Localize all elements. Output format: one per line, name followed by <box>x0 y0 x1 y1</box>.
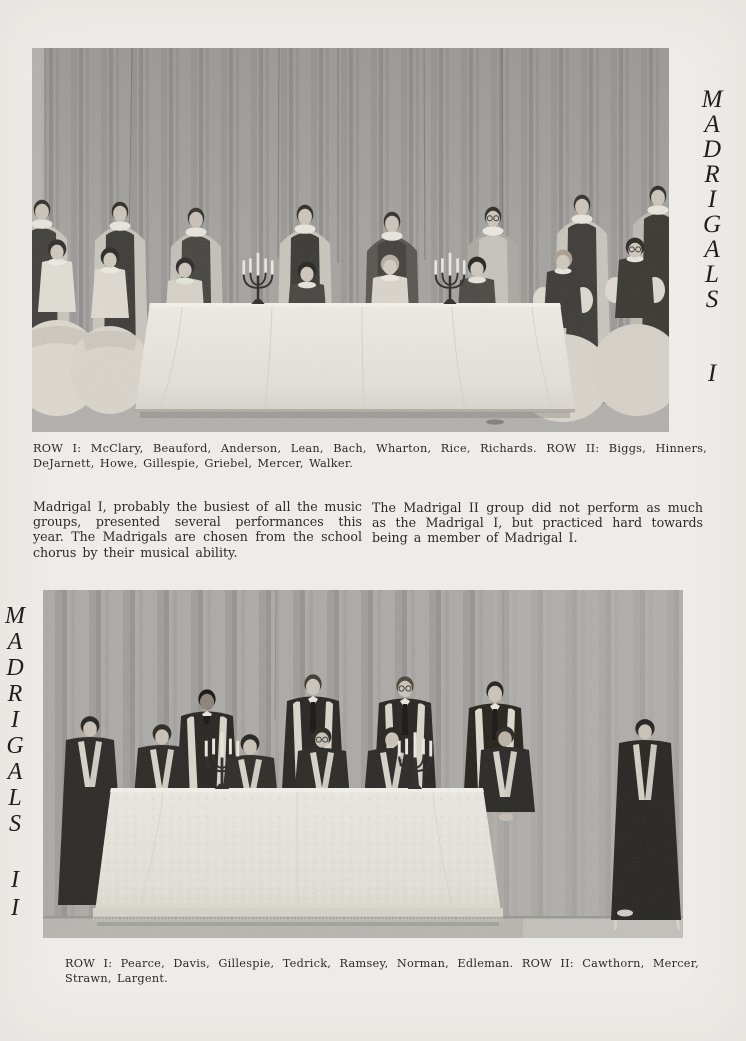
film-grain <box>32 48 669 432</box>
madrigals-i-title-numeral: I <box>707 360 717 387</box>
madrigals-i-photo <box>32 48 669 432</box>
madrigals-ii-photo-art <box>43 590 683 938</box>
madrigals-i-title-word: M A D R I G A L S <box>701 86 723 313</box>
film-grain <box>43 590 683 938</box>
madrigals-i-caption: ROW I: McClary, Beauford, Anderson, Lean, Bach, Wharton, Rice, Richards. ROW II: Biggs, Hinners, DeJarnett, Howe, Gillespie, Griebel, Mercer, Walker. <box>33 442 707 470</box>
madrigal-i-paragraph: Madrigal I, probably the busiest of all the music groups, presented several performances this year. The Madrigals are chosen from the school chorus by their musical ability. <box>33 499 362 560</box>
madrigal-ii-paragraph: The Madrigal II group did not perform as much as the Madrigal I, but practiced hard towards being a member of Madrigal I. <box>372 500 703 546</box>
madrigals-ii-title-numeral: I I <box>11 867 19 921</box>
madrigals-i-photo-art <box>32 48 669 432</box>
madrigals-i-sidebar-title <box>696 87 728 386</box>
madrigals-ii-sidebar-title <box>0 603 30 922</box>
madrigals-ii-caption: ROW I: Pearce, Davis, Gillespie, Tedrick, Ramsey, Norman, Edleman. ROW II: Cawthorn, Mercer, Strawn, Largent. <box>65 957 699 985</box>
madrigals-ii-photo <box>43 590 683 938</box>
madrigals-ii-title-word: M A D R I G A L S <box>5 603 25 837</box>
